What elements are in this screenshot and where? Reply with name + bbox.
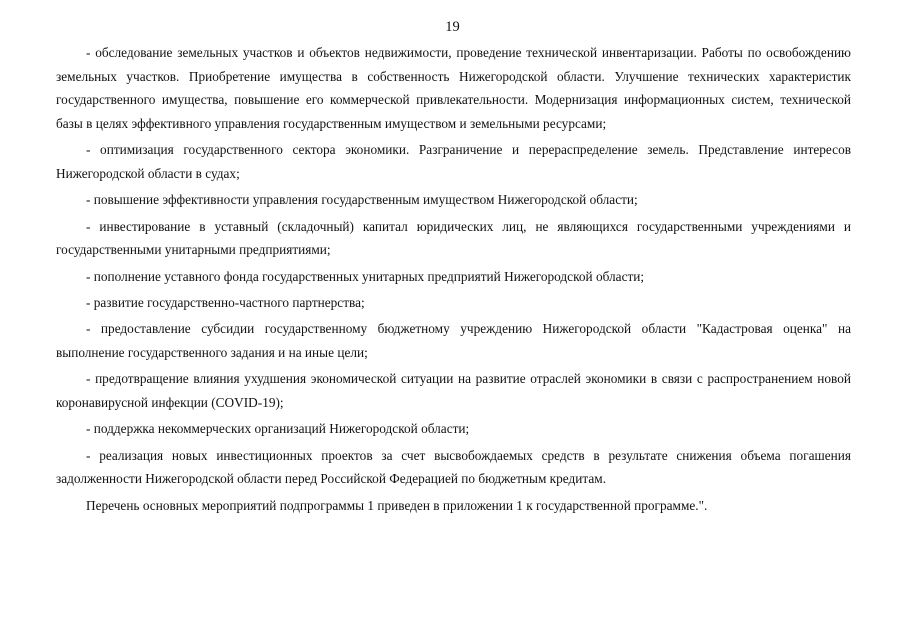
document-body xyxy=(56,41,851,520)
paragraph-land-inspection: - обследование земельных участков и объектов недвижимости, проведение технической инвентаризации. Работы по освобождению земельных участков. Приобретение имущества в собственность Нижегородской области. Улучшение технических характеристик государственного имущества, повышение его коммерческой привлекательности. Модернизация информационных систем, технической базы в целях эффективного управления государственным имуществом и земельными ресурсами; xyxy=(56,45,851,131)
paragraph-covid-impact: - предотвращение влияния ухудшения экономической ситуации на развитие отраслей экономики в связи с распространением новой коронавирусной инфекции (COVID-19); xyxy=(56,371,851,410)
paragraph-nonprofit-support: - поддержка некоммерческих организаций Нижегородской области; xyxy=(86,421,470,437)
paragraph-activities-reference: Перечень основных мероприятий подпрограммы 1 приведен в приложении 1 к государственной программе.". xyxy=(86,497,708,513)
paragraph-public-sector-optimization: - оптимизация государственного сектора экономики. Разграничение и перераспределение земель. Представление интересов Нижегородской области в судах; xyxy=(56,142,851,181)
paragraph-capital-investment: - инвестирование в уставный (складочный) капитал юридических лиц, не являющихся государственными учреждениями и государственными унитарными предприятиями; xyxy=(56,218,851,258)
paragraph-public-private-partnership: - развитие государственно-частного партнерства; xyxy=(86,294,365,310)
paragraph-cadastral-subsidy: - предоставление субсидии государственному бюджетному учреждению Нижегородской области "Кадастровая оценка" на выполнение государственного задания и на иные цели; xyxy=(56,321,851,360)
paragraph-unitary-enterprise-fund: - пополнение уставного фонда государственных унитарных предприятий Нижегородской области; xyxy=(86,268,645,284)
paragraph-property-management-efficiency: - повышение эффективности управления государственным имуществом Нижегородской области; xyxy=(86,192,638,208)
paragraph-investment-projects: - реализация новых инвестиционных проектов за счет высвобождаемых средств в результате снижения объема погашения задолженности Нижегородской области перед Российской Федерацией по бюджетным кредитам. xyxy=(56,447,851,487)
page-number: 19 xyxy=(445,19,460,35)
